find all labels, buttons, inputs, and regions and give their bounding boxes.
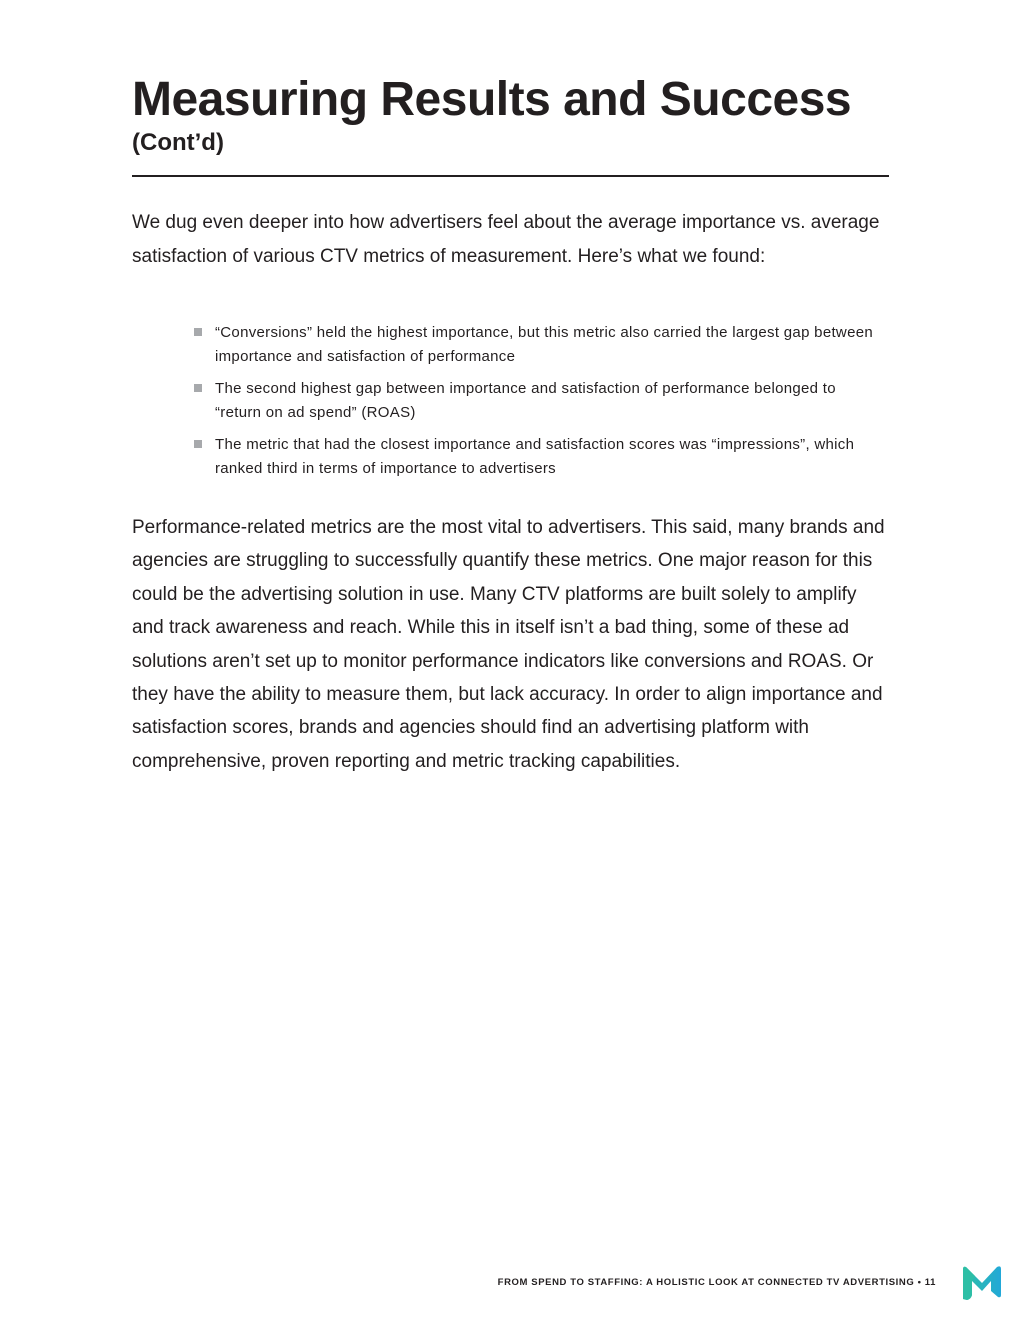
page-footer: FROM SPEND TO STAFFING: A HOLISTIC LOOK AT CONNECTED TV ADVERTISING • 11 bbox=[497, 1277, 936, 1288]
list-item bbox=[194, 377, 874, 424]
body-paragraph: Performance-related metrics are the most vital to advertisers. This said, many brands and agencies are struggling to successfully quantify these metrics. One major reason for this could be the advertising solution in use. Many CTV platforms are built solely to amplify and track awareness and reach. While this in itself isn’t a bad thing, some of these ad solutions aren’t set up to monitor performance indicators like conversions and ROAS. Or they have the ability to measure them, but lack accuracy. In order to align importance and satisfaction scores, brands and agencies should find an advertising platform with comprehensive, proven reporting and metric tracking capabilities. bbox=[132, 517, 885, 772]
list-item-text: The second highest gap between importance and satisfaction of performance belonged to “return on ad spend” (ROAS) bbox=[215, 380, 836, 421]
list-item bbox=[194, 321, 874, 368]
list-item bbox=[194, 433, 874, 480]
page-title: Measuring Results and Success bbox=[132, 73, 852, 126]
page-header bbox=[132, 72, 889, 158]
findings-list bbox=[194, 321, 874, 489]
m-logo-icon bbox=[961, 1265, 1003, 1301]
list-item-text: “Conversions” held the highest importance, but this metric also carried the largest gap between importance and satisfaction of performance bbox=[215, 324, 873, 365]
square-bullet-icon bbox=[194, 328, 202, 336]
header-divider bbox=[132, 175, 889, 177]
list-item-text: The metric that had the closest importance and satisfaction scores was “impressions”, which ranked third in terms of importance to advertisers bbox=[215, 436, 855, 477]
square-bullet-icon bbox=[194, 440, 202, 448]
page-subtitle: (Cont’d) bbox=[132, 129, 224, 156]
square-bullet-icon bbox=[194, 384, 202, 392]
intro-paragraph: We dug even deeper into how advertisers feel about the average importance vs. average satisfaction of various CTV metrics of measurement. Here’s what we found: bbox=[132, 212, 880, 267]
